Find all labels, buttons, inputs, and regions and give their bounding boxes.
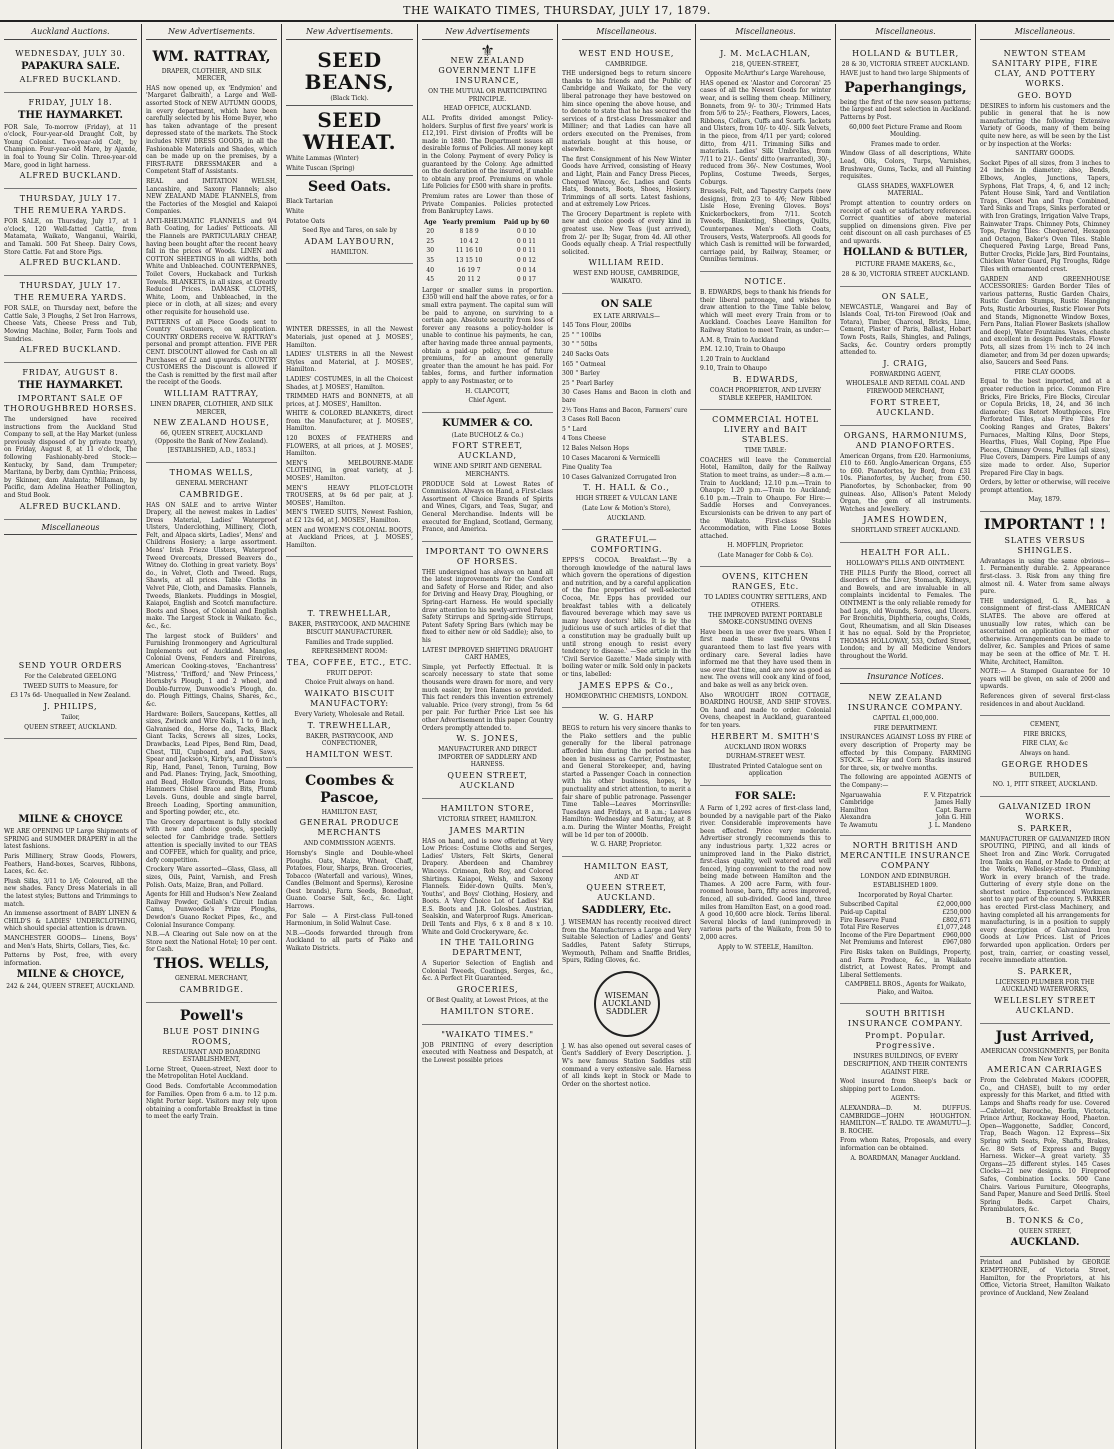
list-item: 5 " Lard: [562, 425, 587, 433]
table-row: [422, 256, 553, 266]
coombes-pascoe-ad: Coombes & Pascoe, HAMILTON EAST, GENERAL PRODUCE MERCHANTS AND COMMISSION AGENTS. Hornsby's Single and Double-wheel Ploughs. Oats, Maize, Wheat, Chaff, Potatoes, Flour, Sharps, Bran. Groceries, Tobacco (Waterfall and various), Wines, Candles (Belmont and Sperms), Kerosine (best brands), Farm Seeds, Boneduat, Guano. Coarse Salt, &c., &c. Light Harrows. For Sale — A First-class Full-toned Harmonium, in Solid Walnut Case. N.B.—Goods forwarded through from Auckland to all parts of Piako and Waikato Districts.: [286, 772, 413, 953]
table-cell: 13 15 10: [455, 257, 483, 265]
column-miscellaneous-1: [558, 24, 696, 1449]
table-cell: 35: [426, 257, 435, 265]
horses-ad: IMPORTANT TO OWNERS OF HORSES. THE undersigned has always on hand all the latest improvements for the Comfort and Safety of Horse and Rider, and also for Driving and Heavy Dray, Ploughing, or Spring-cart Harness. He would specially draw attention to his newly-arrived Patent Safety Stirrups and Spring-side Stirrups, Patent Safety Spring Bars (which may be fixed to either new or old Saddle); also, to his LATEST IMPROVED SHIFTING DRAUGHT CART HAMES, Simple, yet Perfectly Effectual. It is scarcely necessary to state that some thousands were drawn for more, and very much easier, by Iron Hames so provided. This fact renders this invention extremely valuable. Price (very strong), from 5s 6d per pair. For further Price List see his other Advertisement in this paper. Country Orders promptly attended to. W. S. JONES, MANUFACTURER AND DIRECT IMPORTER OF SADDLERY AND HARNESS. QUEEN STREET, AUCKLAND: [422, 542, 553, 799]
list-item: 12 Bales Nelson Hops: [562, 444, 629, 452]
agents-list: [840, 792, 971, 830]
list-item: 240 Sacks Oats: [562, 351, 610, 358]
table-row: [422, 275, 553, 285]
table-header-cell: Paid up by 60: [503, 218, 550, 226]
nz-insurance-ad: NEW ZEALAND INSURANCE COMPANY. CAPITAL £1,000,000. FIRE DEPARTMENT. INSURANCES AGAINST LOSS BY FIRE of every description of Property may be effected by this Company. FARMING STOCK. — Hay and Corn Stacks insured for three, six, or twelve months. The following are appointed AGENTS of the Company:— Ngaruawahia F. V. Fitzpatrick Cambridge James Hally Hamilton Capt. Barre Alexandra John G. Hill Te Awamutu J. L. Mandeno: [840, 688, 971, 835]
auction-ad: THURSDAY, JULY 17. THE REMUERA YARDS. FOR SALE, on Thursday, July 17, at 1 o'clock, 120 Well-fatted Cattle, from Matamata, Waikato, Wanganui, Wairiki, and Tamaki. 500 Fat Sheep. Dairy Cows, Store Cattle. Fat and Store Pigs. ALFRED BUCKLAND.: [4, 189, 137, 276]
list-item: Fire Reserve Fund £802,671: [840, 916, 971, 924]
list-item: Cambridge James Hally: [840, 799, 971, 807]
table-cell: 16 19 7: [457, 266, 481, 274]
tailor-ad: SEND YOUR ORDERS For the Celebrated GEELONG TWEED SUITS to Measure, for £3 17s 6d- Unequalled in New Zealand. J. PHILIPS, Tailor, QUEEN STREET, AUCKLAND.: [4, 539, 137, 739]
list-item: Income of the Fire Department £960,000: [840, 931, 971, 939]
table-header-cell: Age: [423, 218, 437, 226]
list-item: 25 " " 100lbs: [562, 331, 602, 339]
list-item: 30 Cases Hams and Bacon in cloth and bare: [562, 389, 691, 404]
table-cell: 40: [426, 266, 435, 274]
table-cell: 20 11 2: [457, 276, 481, 284]
column-miscellaneous-4: [976, 24, 1114, 1449]
government-life-ad: ⚜ NEW ZEALAND GOVERNMENT LIFE INSURANCE, ON THE MUTUAL OR PARTICIPATING PRINCIPLE. HEAD OFFICE, AUCKLAND. ALL Profits divided amongst Policy-holders. Surplus of first five years' work is £12,191. First division of Profits will be made in 1880. The Department issues all desirable forms of Policies. All money kept in the Colony. Payment of every Policy is guaranteed by the Colony. Age admitted on the declaration of the insured, if unable to obtain any proof. Premiums on whole Life Policies for £500 with share in profits. Premium rates are Lower than those of Private Companies. Policies protected from Bankruptcy Laws. Age Yearly premium Paid up by 60 20 8 18 9 0 0 10 25 10 4 2 0 0 11 30 11 16 10 0 0 11 35 13 15 10 0 0 12 40 16 19 7 0 0 14 45 20 11 2 0 0 17 Larger or smaller sums in proportion. £350 will end half the above rates, or for a small extra payment. The capital sum will be paid to anyone, on surviving to a certain age. Absolute security from loss of forever any reasons a policy-holder is unable to continue his payments, he can, after having made three annual payments, obtain a paid-up policy, free of future premiums, for an amount generally greater than the amount he has paid. For tables, forms, and further information apply to any Postmaster, or to H. CLAPCOTT, Chief Agent.: [422, 44, 553, 413]
organs-ad: ORGANS, HARMONIUMS, AND PIANOFORTES. American Organs, from £20. Harmoniums, £10 to £60. Anglo-American Organs, £55 to £60. Pianofortes, by Bord, from £31 10s. Pianofortes, by Aucher, from £50. Pianofortes, by Schonbacker, from 90 guineas. Also, Allison's Patent Melody Organ, the gem of all instruments. Watches and Jewellery. JAMES HOWDEN, SHORTLAND STREET AUCKLAND.: [840, 426, 971, 543]
table-header-cell: Yearly premium: [442, 218, 496, 226]
just-arrived-ad: Just Arrived, AMERICAN CONSIGNMENTS, per Bonita from New York AMERICAN CARRIAGES From the Celebrated Makers (COOPER, Co., and CHASE), built to my order expressly for this Market, and fitted with Lamps and Shafts ready for use. Covered—Cabriolet, Barouche, Berlin, Victoria, Prince Arthur, Rockaway Hood, Phaeton. Open—Waggonette, Saddler, Concord, Trap, Beach Wagon. 12 Express—Six Spring with Seats, Pole, Shafts, Brakes, &c. 80 Sets of Express and Buggy Harness. Wicker—A great variety. 35 Organs—25 different styles. 145 Cases Clocks—21 new designs. 10 Fireproof Safes, Combination Locks. 500 Cane Chairs. Various Furniture, Oleographs, Sand Paper, Manure and Seed Drills. Steel Spring Beds. Carpet Chairs, Perambulators, &c. B. TONKS & Co, QUEEN STREET, AUCKLAND.: [980, 1024, 1110, 1257]
north-british-ad: NORTH BRITISH AND MERCANTILE INSURANCE COMPANY LONDON AND EDINBURGH. ESTABLISHED 1809. Incorporated by Royal Charter. Subscribed Capital £2,000,000 Paid-up Capital £250,000 Fire Reserve Fund £802,671 Total Fire Reserves £1,077,248 Income of the Fire Department £960,000 Net Premiums and Interest £967,080 Fire Risks taken on Buildings, Property, and Farm Produce, &c., in Waikato district, at Lowest Rates. Prompt and Liberal Settlements. CAMPBELL BROS., Agents for Waikato, Piako, and Waitoa.: [840, 836, 971, 1005]
kummer-ad: KUMMER & CO. (Late BUCHOLZ & Co.) FORT STREET, AUCKLAND, WINE AND SPIRIT AND GENERAL MERCHANTS. PRODUCE Sold at Lowest Rates of Commission. Always on Hand, a First-class Assortment of Choice Brands of Spirits and Wines, Cigars, and Teas, Sugar, and General Merchandise. Indents will be executed for England, Scotland, Germany, France, and America.: [422, 413, 553, 542]
column-header: Miscellaneous.: [980, 24, 1110, 40]
list-item: 165 " Oatmeal: [562, 360, 606, 368]
list-item: Subscribed Capital £2,000,000: [840, 901, 971, 909]
table-cell: 8 18 9: [459, 228, 479, 236]
list-item: 2½ Tons Hams and Bacon, Farmers' cure: [562, 406, 688, 414]
section-header: Miscellaneous: [4, 520, 137, 536]
table-row: [422, 237, 553, 247]
list-item: 25 " Pearl Barley: [562, 379, 614, 387]
imprint: Printed and Published by GEORGE KEMPTHORNE, of Victoria Street, Hamilton, for the Proprietors, at his Office, Victoria Street, Hamilton Waikato province of Auckland, New Zealand: [980, 1259, 1110, 1297]
west-end-house-ad: WEST END HOUSE, CAMBRIDGE. THE undersigned begs to return sincere thanks to his friends and the Public of Cambridge and Waikato, for the very liberal patronage they have bestowed on him since opening the above house, and to denote to state that he has secured the services of a first-class Dressmaker and Milliner; and that Ladies can have all orders executed on the Premises, from materials bought at this house, or elsewhere. The first Consignment of his New Winter Goods have Arrived, consisting of Heavy and Light, Plain and Fancy Dress Pieces, Chequed Wincey, &c. Ladies and Gents Hats, Bonnets, Boots, Shoes, Hosiery. Trimmings of all sorts. Latest fashions, and at extremely Low Prices. The Grocery Department is replete with new and choice goods of every kind in greatest use. New Teas (just arrived), from 2/- per lb; Sugar, from 4d. All other Goods equally cheap. A Trial respectfully solicited. WILLIAM REID. WEST END HOUSE, CAMBRIDGE, WAIKATO.: [562, 44, 691, 294]
south-british-ad: SOUTH BRITISH INSURANCE COMPANY. Prompt. Popular. Progressive. INSURES BUILDINGS, OF EVERY DESCRIPTION, AND THEIR CONTENTS AGAINST FIRE. Wool insured from Sheep's back or shipping port to London. AGENTS: ALEXANDRA—D. M. DUFFUS. CAMBRIDGE—JOHN HOUGHTON. HAMILTON—T. RALDO. TE AWAMUTU—J. B. ROCHE. From whom Rates, Proposals, and every information can be obtained. A. BOARDMAN, Manager Auckland.: [840, 1009, 971, 1162]
auction-ad: FRIDAY, AUGUST 8. THE HAYMARKET. IMPORTANT SALE OF THOROUGHBRED HORSES. The undersigned have received instructions from the Auckland Stud Company to sell, at the Hay Market (unless previously disposed of by private treaty), on Friday, August 8, at 11 o'clock, The following Fashionably-bred Stock:— Kentucky, by Sand, dam Trumpeter; Maritana, by Derby, dam Cynthia; Princess, by Skinner, dam Atalanta; Millaman, by Pacific, dam Adelina Heather Pollington, and Stud Book. ALFRED BUCKLAND.: [4, 363, 137, 520]
column-miscellaneous-2: [696, 24, 836, 1449]
table-cell: 0 0 14: [516, 266, 536, 274]
column-miscellaneous-3: [836, 24, 976, 1449]
column-header: New Advertisements.: [286, 24, 413, 40]
seed-ad: SEED BEANS, (Black Tick). SEED WHEAT. White Lammas (Winter) White Tuscan (Spring) Seed Oats. Black Tartarian White Potatoe Oats Seed Rye and Tares, on sale by ADAM LAYBOURN, HAMILTON.: [286, 44, 413, 265]
column-new-advertisements-2: [282, 24, 418, 1449]
harp-ad: W. G. HARP BEGS to return his very sincere thanks to the Piako settlers and the public generally for the liberal patronage afforded him during the period he has been in business as Carrier, Postmaster, and General Storekeeper, and, having started a Passenger Coach in connection with his other business, hopes, by punctuality and strict attention, to merit a fair share of public patronage. Passenger Time Table—Leaves Morrinsville: Tuesdays and Fridays, at 8 a.m.; Leaves Hamilton: Wednesday and Saturday, at 8 a.m. During the Winter Months, Freight will be 1d per ton of 2000lb. W. G. HARP, Proprietor.: [562, 708, 691, 857]
list-item: 4 Tons Cheese: [562, 435, 606, 443]
auction-ad: FRIDAY, JULY 18. THE HAYMARKET. FOR Sale, To-morrow (Friday), at 11 o'clock, Four-year-old Draught Colt, by Young Colonist. Two-year-old Colt, by Champion. Four-year-old Mare, by Ajaxde, in foal to Young Sir Colin. Three-year-old Mare, good in light harness. ALFRED BUCKLAND.: [4, 93, 137, 190]
moses-ads: WINTER DRESSES, in all the Newest Materials, just opened at J. MOSES', Hamilton. LADIES' ULSTERS in all the Newest Styles and Material, at J. MOSES', Hamilton. LADIES' COSTUMES, in all the Choicest Shades, at J. MOSES', Hamilton. TRIMMED HATS and BONNETS, at all prices, at J. MOSES', Hamilton. WHITE & COLORED BLANKETS, direct from the Manufacturer, at J. MOSES', Hamilton. 120 BOXES of FEATHERS and FLOWERS, at all prices, at J. MOSES', Hamilton. MEN'S MELBOURNE-MADE CLOTHING, in great variety, at J. MOSES', Hamilton. MEN'S HEAVY PILOT-CLOTH TROUSERS, at 9s 6d per pair, at J. MOSES', Hamilton. MEN'S TWEED SUITS, Newest Fashion, at £2 12s 6d, at J. MOSES', Hamilton. MEN and WOMEN'S COLONIAL BOOTS, at Auckland Prices, at J. MOSES', Hamilton.: [286, 264, 413, 557]
table-cell: 10 4 2: [459, 237, 479, 245]
list-item: Te Awamutu J. L. Mandeno: [840, 821, 971, 829]
list-item: Fine Quality Tea: [562, 464, 612, 472]
holloway-ad: HEALTH FOR ALL. HOLLOWAY'S PILLS AND OINTMENT. THE PILLS Purify the Blood, correct all disorders of the Liver, Stomach, Kidneys, and Bowels, and are invaluable in all complaints incidental to Females. The OINTMENT is the only reliable remedy for bad Legs, old Wounds, Sores, and Ulcers. For Bronchitis, Diphtheria, coughs, Colds, Gout, Rheumatism, and all Skin Diseases it has no equal. Sold by the Proprietor, THOMAS HOLLOWAY, 533, Oxford Street, London; and by all Medicine Vendors throughout the World.: [840, 543, 971, 669]
rattray-ad: WM. RATTRAY, DRAPER, CLOTHIER, AND SILK MERCER, HAS now opened up, ex 'Endymion' and 'Margaret Galbraith', a Large and Well-assorted Stock of NEW AUTUMN GOODS, in every department, which have been carefully selected by his Home Buyer, who has taken advantage of the present depressed state of the markets. The Stock includes NEW DRESS GOODS, in all the Fashionable Materials and Shades, which can be made up on the premises, by a FIRST-RATE DRESSMAKER and a Competent Staff of Assistants. REAL and IMITATION WELSH, Lancashire, and Saxony Flannels; also NEW ZEALAND MADE FLANNELS, from the Factories of the Mosgiel and Kaiapoi Companies. ANTI-RHEUMATIC FLANNELS and 9/4 Bath Coating, for Ladies' Petticoats. All the Flannels are PARTICULARLY CHEAP, having been bought after the recent heavy fall in the prices of Woods. LINEN and COTTON SHEETINGS in all widths, both White and Unbleached. COUNTERPANES, Toilet Covers, Huckaback and Turkish Towels. BLANKETS, in all sizes, at Greatly Reduced Prices. DAMASK CLOTHS, White, Loom, and Unbleached, in the piece or in cloth, at all sizes; and every other requisite for household use. PATTERNS of all Piece Goods sent to Country Customers, on application. COUNTRY ORDERS receive W. RATTRAY's personal and prompt attention. FIVE PER CENT. DISCOUNT allowed for Cash on all Purchases of £2 and upwards. COUNTRY CUSTOMERS the Discount is allowed if the Cash is remitted by the first mail after the receipt of the Goods. WILLIAM RATTRAY, LINEN DRAPER, CLOTHIER, AND SILK MERCER, NEW ZEALAND HOUSE, 66, QUEEN STREET, AUCKLAND (Opposite the Bank of New Zealand). [ESTABLISHED, A.D., 1853.]: [146, 44, 277, 463]
rhodes-ad: CEMENT, FIRE BRICKS, FIRE CLAY, &c Always on hand. GEORGE RHODES BUILDER, NO. 1, PITT STREET, AUCKLAND.: [980, 716, 1110, 797]
holland-butler-ad: HOLLAND & BUTLER, 28 & 30, VICTORIA STREET AUCKLAND. HAVE just to hand two large Shipments of Paperhangings, being the first of the new season patterns; the largest and best selection in Auckland. Patterns by Post. 60,000 feet Picture Frame and Room Moulding. Frames made to order. Window Glass of all descriptions, White Lead, Oils, Colors, Turps, Varnishes, Brushware, Gums, Tacks, and all Painting requisites. GLASS SHADES, WAXFLOWER MATERIAL. Prompt attention to country orders on receipt of cash or satisfactory references. Correct quantities of above material supplied on dimensions given. Five per cent discount on all cash purchases of £5 and upwards. HOLLAND & BUTLER, PICTURE FRAME MAKERS, &c., 28 & 30, VICTORIA STREET AUCKLAND.: [840, 44, 971, 287]
table-cell: 25: [426, 237, 435, 245]
table-cell: 0 0 17: [516, 276, 536, 284]
column-header: Miscellaneous.: [840, 24, 971, 40]
column-header: Miscellaneous.: [700, 24, 831, 40]
table-cell: 0 0 10: [516, 228, 536, 236]
slates-ad: IMPORTANT ! ! SLATES VERSUS SHINGLES. Advantages in using the same obvious— 1. Permanently durable. 2. Appearance first-class. 3. Risk from any thing fire almost nil. 4. Water from same always pure. THE undersigned, G. R., has a consignment of first-class AMERICAN SLATES. The above are offered at unusually low rates, which can be ascertained on application to either or otherwise. Arrangements can be made to deliver, &c. Samples and Prices of same may be seen at the office of Mr. T. H. White, Architect, Hamilton. NOTE:— A Stamped Guarantee for 10 years will be given, on sale of 2000 and upwards. References given of several first-class residences in and about Auckland.: [980, 512, 1110, 716]
wiseman-seal-icon: WISEMAN AUCKLAND SADDLER: [594, 971, 660, 1037]
list-item: 300 " Barley: [562, 370, 600, 378]
newton-pottery-ad: NEWTON STEAM SANITARY PIPE, FIRE CLAY, AND POTTERY WORKS. GEO. BOYD DESIRES to inform his customers and the public in general that he is now manufacturing the following Extensive Variety of Goods, many of them being quite new here, as will be seen by the List or by inspection at the Works: SANITARY GOODS. Socket Pipes of all sizes, from 3 inches to 24 inches in diameter; also, Bends, Elbows, Angles, Junctions, Tapers, Syphons, Flat Traps, 4, 6, and 12 inch; Patent House Sink, Yard and Ventilation Traps, Closet Pan and Trap Combined, Yard Sinks and Traps, Sinks perforated or with Iron Gratings, Irrigation Valve Traps, Rainwater Traps. Chimney Pots, Chimney Tops, Paving Tiles: Chequered, Hexagon and Octagon, Baker's Oven Tiles. Stable Chequered Paving Large, Bread Pans, Butter Crocks, Pickle Jars, Bird Fountains, Chicken Water Guard, Pig Troughs, Ridge Tiles with ornamented crest. GARDEN AND GREENHOUSE ACCESSORIES: Garden Border Tiles of various patterns, Rustic Garden Chairs, Rustic Garden Stumps, Rustic Hanging Pots, Rustic Arbouries, Rustic Flower Pots and Stands, Mignonette Window Boxes, Fern Pans, Italian Flower Baskets (shallow and deep), Water Fountains. Vases, chaste and excellent in design Pedestals. Flower Pots, all sizes from 1½ inch to 24 inch diameter, and from 3d per dozen upwards; also, Saucers and Seed Pans. FIRE CLAY GOODS. Equal to the best imported, and at a greater reduction in price. Common Fire Bricks, Fire Bricks, Fire Blocks, Circular or Copula Bricks, 18, 24, and 36 inch diameter; Gas Retort Mouthpieces, Fire Perforated Tiles, also Fire Tiles for Cooking Ranges and Grates, Bakers' Furnaces, Malting Kilns, Door Steps, Hearths, Flues, Wall Coping, Pipe Flue Pieces, Chimney Ovens, Pullies (all sizes), Flue Covers, Dampers. Fire Lumps of any size made to order. Also, Superior Prepared Fire Clay in bags. Orders, by letter or otherwise, will receive prompt attention. May, 1879.: [980, 44, 1110, 512]
section-header: Insurance Notices.: [840, 669, 971, 685]
table-row: [422, 266, 553, 276]
list-item: Total Fire Reserves £1,077,248: [840, 924, 971, 932]
table-cell: 0 0 11: [516, 237, 536, 245]
column-new-advertisements-3: [418, 24, 558, 1449]
mclachlan-ad: J. M. McLACHLAN, 218, QUEEN-STREET, Opposite McArthur's Large Warehouse, HAS opened ex 'Alastor and Corcoran' 25 cases of all the Newest Goods for winter wear, and is selling them cheap. Millinery, Bonnets, from 9/- to 30/-; Trimmed Hats from 5/6 to 25/-; Feathers, Flowers, Laces, Ribbons, Collars, Cuffs and Scarfs. Jackets and Ulsters, from 10/- to 40/-. Silk Velvets, in the piece, from 4/11 per yard; colored ditto, from 4/11. Trimming Silks and materials. Ladies' Silk Umbrellas, from 7/11 to 21/-. Gents' ditto (warranted), 30/-, reduced from 36/-. New Costumes, Wool Poplins, Costume Tweeds, Serges, Coburgs. Brussels, Felt, and Tapestry Carpets (new designs), from 2/3 to 4/6; New Ribbed Lisle Hose, Evening Gloves. Boys' Knickerbockers, from 7/11. Scotch Tweeds, Blanketing, Sheetings, Quilts, Counterpanes. Men's Cloth Coats, Trousers, Vests, Waterproofs. All goods for which Cash is remitted will be forwarded, carriage paid, by Railway, Steamer, or Omnibus terminus.: [700, 44, 831, 272]
auction-ad: WEDNESDAY, JULY 30. PAPAKURA SALE. ALFRED BUCKLAND.: [4, 44, 137, 93]
trewhellar-ad: T. TREWHELLAR, BAKER, PASTRYCOOK, AND MACHINE BISCUIT MANUFACTURER. Families and Trade supplied. REFRESHMENT ROOM: TEA, COFFEE, ETC., ETC. FRUIT DEPOT: Choice Fruit always on hand. WAIKATO BISCUIT MANUFACTORY: Every Variety, Wholesale and Retail. T. TREWHELLAR, BAKER, PASTRYCOOK, AND CONFECTIONER, HAMILTON WEST.: [286, 557, 413, 767]
table-cell: 45: [426, 276, 435, 284]
list-item: Hamilton Capt. Barre: [840, 806, 971, 814]
table-cell: 0 0 12: [516, 257, 536, 265]
table-row: [422, 227, 553, 237]
galvanized-iron-ad: GALVANIZED IRON WORKS. S. PARKER, MANUFACTURER OF GALVANIZED IRON SPOUTING, PIPING, and all kinds of Sheet Iron and Zinc Work. Corrugated Iron Tanks on Hand, or Made to Order, at the Works, Wellesley-street. Plumbing Work in every branch of the trade. Guttering of every style done on the shortest notice. Experienced Workmen sent to any part of the country. S. PARKER has erected First-class Machinery, and having completed all his arrangements for manufacturing, is in a position to supply every description of Galvanized Iron Goods at Low Prices. List of Prices forwarded upon application. Orders per post, train, carrier, or coasting vessel, receive immediate attention. S. PARKER, LICENSED PLUMBER FOR THE AUCKLAND WATERWORKS, WELLESLEY STREET AUCKLAND.: [980, 797, 1110, 1024]
capital-list: [840, 901, 971, 947]
wiseman-saddlery-ad: HAMILTON EAST, AND AT QUEEN STREET, AUCKLAND. SADDLERY, Etc. J. WISEMAN has recently received direct from the Manufacturers a Large and Very Suitable Selection of Ladies' and Gents' Saddles, Patent Safety Stirrups, Weymouth, Pelham and Snaffle Bridles, Spurs, Riding Gloves, &c. WISEMAN AUCKLAND SADDLER J. W. has also opened out several cases of Gent's Saddlery of Every Description. J. W's new famous Station Saddles still command a very extensive sale. Harness of all kinds kept in Stock or Made to Order on the shortest notice.: [562, 861, 691, 1088]
coat-of-arms-icon: ⚜: [480, 40, 495, 60]
column-auckland-auctions: [0, 24, 142, 1449]
table-cell: 30: [426, 247, 435, 255]
column-header: Miscellaneous.: [562, 24, 691, 40]
table-row: [422, 246, 553, 256]
epps-cocoa-ad: GRATEFUL—COMFORTING. EPPS'S COCOA. Breakfast.—'By a thorough knowledge of the natural laws which govern the operations of digestion and nutrition, and by a careful application of the fine properties of well-selected Cocoa, Mr. Epps has provided our breakfast tables with a delicately flavoured beverage which may save us many heavy doctors' bills. It is by the judicious use of such articles of diet that a constitution may be gradually built up until strong enough to resist every tendency to disease.' —See article in the 'Civil Service Gazette.' Made simply with boiling water or milk. Sold only in packets or tins, labelled: JAMES EPPS & Co., HOMŒOPATHIC CHEMISTS, LONDON.: [562, 530, 691, 708]
farm-for-sale-ad: FOR SALE: A Farm of 1,292 acres of first-class land, bounded by a navigable part of the Piako river. Considerable improvements have been effected. Price very moderate. Advertiser strongly recommends this to any industrious party. 1,322 acres or unimproved land in the Piako district, first-class quality, well watered and well fenced, lying convenient to the road now being made between Hamilton and the Thames. A 200 acre Farm, with four-roomed house, barn, fifty acres improved, fenced, all sub-divided. Good land, three miles from Hamilton East, on a good road. A good 10,600 acre block. Terms liberal. Several blocks of land (unimproved) in various parts of the Waikato, from 50 to 2,000 acres. Apply to W. STEELE, Hamilton.: [700, 790, 831, 951]
table-cell: 20: [426, 228, 435, 236]
list-item: Paid-up Capital £250,000: [840, 908, 971, 916]
list-item: 30 " " 50lbs: [562, 341, 598, 349]
column-header: New Advertisements: [422, 24, 553, 40]
masthead: THE WAIKATO TIMES, THURSDAY, JULY 17, 1879.: [0, 0, 1114, 22]
column-new-advertisements-1: [142, 24, 282, 1449]
ovens-ad: OVENS, KITCHEN RANGES, Etc. TO LADIES COUNTRY SETTLERS, AND OTHERS. THE IMPROVED PATENT PORTABLE SMOKE-CONSUMING OVENS Have been in use over five years. When I first made these useful Ovens I guaranteed them to last five years with ordinary care. Several ladies have informed me that they have used them in use over that time, and are now as good as new. The ovens will cook any kind of food, and bake as well as any brick oven. Also WROUGHT IRON COTTAGE, BOARDING HOUSE, AND SHIP STOVES. On hand and made to order. Colonial Ovens, cheapest in Auckland, guaranteed for ten years. HERBERT M. SMITH'S AUCKLAND IRON WORKS DURHAM-STREET WEST. Illustrated Printed Catalogue sent on application: [700, 567, 831, 785]
on-sale-list: [562, 322, 691, 481]
premium-table: [422, 218, 553, 285]
table-cell: 11 16 10: [455, 247, 483, 255]
list-item: Ngaruawahia F. V. Fitzpatrick: [840, 791, 971, 799]
list-item: 10 Cases Galvanized Corrugated Iron: [562, 473, 677, 481]
column-header: Auckland Auctions.: [4, 24, 137, 40]
column-header: New Advertisements.: [146, 24, 277, 40]
list-item: Alexandra John G. Hill: [840, 814, 971, 822]
commercial-hotel-ad: COMMERCIAL HOTEL LIVERY and BAIT STABLES. TIME TABLE: COACHES will leave the Commercial Hotel, Hamilton, daily for the Railway Station to meet trains, as under:—8 a.m.—Train to Auckland; 12.10 p.m.—Train to Ohaupo; 1.20 p.m.—Train to Auckland; 6.10 p.m.—Train to Ohaupo. For Hire:—Saddle Horses and Conveyances. Excursionists can be driven to any part of the Waikato. First-class Stable Accommodation, with Fine Loose Boxes attached. H. MOFFLIN, Proprietor. (Late Manager for Cobb & Co).: [700, 410, 831, 567]
list-item: 3 Cases Roll Bacon: [562, 416, 621, 424]
thomas-wells-ad: THOMAS WELLS, GENERAL MERCHANT CAMBRIDGE. HAS ON SALE and to arrive Winter Drapery, all the newest makes in Ladies' Dress Material, Ladies' Waterproof Ulsters, Underclothing, Millinery, Cloth, Felt, and Alpaca skirts, Ladies', Mens' and Childrens Hosiery; a large assortment. Mens' Irish Frieze Ulsters, Waterproof Tweed Overcoats, Dressed Beavers do., Witney do. Clothing in great variety. Boys' do., in Velvet, Cloth and Tweed. Rugs, Shawls, at all prices. Table Cloths in Velvet Pile, Cloth, and Damasks. Flannels, Tweeds, Blankets. Pluddings in Mosgiel, Kaiapoi, English and Scotch manufacture. Boots and Shoes, of Colonial and English make. The Largest Stock in Waikato. &c., &c., &c. The largest stock of Builders' and Furnishing Ironmongery and Agricultural Implements out of Auckland. Mangles, Colonial Ovens, Fenders and Fireirons, American Cooking-stoves, 'Enchantress' 'Mistress,' 'Trifford,' and 'New Princess,' Hornsby's Plough, 1 and 2 wheel, and Double-furrow, Dunwoodie's Plough, do. do. Plough Fittings, Chains, Shares, &c., &c. Hardware: Boilers, Saucepans, Kettles, all sizes, Zwinck and Wire Nails, 1 to 6 inch, Galvanised do., Horse do., Tacks, Black Giant Tacks, Screws all sizes, Locks, Drawbacks, Lead Pipes, Bend Rim, Dead, Chest, Till, Cupboard, and Pad, Saws, Spear and Jackson's, Kirby's, and Disston's Rip, Hand, Panel, Tenon, Turning, Bow and Pad. Planes: Trying, Jack, Smoothing, and Bead, Hollow Grounds, Plane Irons, Hammers Chisel Brace and Bits, Plumb Levels. Guns, double and single barrel, Breech Loading, Sporting ammunition, and Sporting powder, etc., etc. The Grocery department is fully stocked with new and choice goods, specially selected for Cambridge trade. Settlers attention is specially invited to our TEAS and COFFEE, which for quality, and price, defy competition. Crockery Ware assorted—Glass, Glass, all sizes, Oils, Paint, Varnish, and Fresh Polish. Oats, Maize, Bran, and Pollard. Agents for Hill and Hudson's New Zealand Railway Powder, Gollah's Circuit Indian Cams, Dunwoodie's Prize Ploughs, Dewdon's Guano Rocket Pipes, &c., and Colonial Insurance Company. N.B.—A Clearing out Sale now on at the Store next the National Hotel; 10 per cent. for Cash. THOS. WELLS, GENERAL MERCHANT, CAMBRIDGE.: [146, 463, 277, 1003]
milne-choyce-ad: MILNE & CHOYCE WE ARE OPENING UP Large Shipments of SPRING and SUMMER DRAPERY in all the latest fashions. Paris Millinery, Straw Goods, Flowers, Feathers, Hand-boxes, Scarves, Ribbons, Laces, &c. &c. Plush Silks, 3/11 to 1/6; Coloured, all the new shades. Fancy Dress Materials in all the latest styles; Buttons and Trimmings to match. An immense assortment of BABY LINEN & CHILD'S & LADIES' UNDERCLOTHING, which should special attention is drawn. MANCHESTER GOODS— Linens, Boys' and Men's Hats, Shirts, Collars, Ties, &c. Patterns by Post, free, with every information. MILNE & CHOYCE, 242 & 244, QUEEN STREET, AUCKLAND.: [4, 814, 137, 991]
edwards-notice-ad: NOTICE. B. EDWARDS, begs to thank his friends for their liberal patronage, and wishes to draw attention to the Time Table below, which will meet every Train from or to Auckland. Coaches Leave Hamilton for Railway Station to meet Train, as under:— A.M. 8, Train to Auckland P.M. 12.10, Train to Ohaupo 1.20 Train to Auckland 9.10, Train to Ohaupo B. EDWARDS, COACH PROPRIETOR, AND LIVERY STABLE KEEPER, HAMILTON.: [700, 272, 831, 410]
craig-coal-ad: ON SALE, NEWCASTLE, Wangarei and Bay of Islands Coal, Tri-ton Firewood (Oak and Totara), Timber, Charcoal, Bricks, Lime, Cement, Plaster of Paris, Ballast, Hobart Town Posts, Rails, Shingles, and Palings, Sacks, &c. Country orders promptly attended to. J. CRAIG, FORWARDING AGENT, WHOLESALE AND RETAIL COAL AND FIREWOOD MERCHANT, FORT STREET, AUCKLAND.: [840, 287, 971, 426]
auction-ad: THURSDAY, JULY 17. THE REMUERA YARDS. FOR SALE, on Thursday next, before the Cattle Sale, 3 Ploughs, 2 Set Iron Harrows, Cheese Vats, Cheese Press and Tub, Mowing Machine, Boiler, Farm Tools and Sundries. ALFRED BUCKLAND.: [4, 276, 137, 363]
waikato-times-ad: "WAIKATO TIMES." JOB PRINTING of every description executed with Neatness and Despatch, at the Lowest possible prices: [422, 1029, 553, 1064]
on-sale-ad: ON SALE EX LATE ARRIVALS— 145 Tons Flour, 200lbs 25 " " 100lbs 30 " " 50lbs 240 Sacks Oats 165 " Oatmeal 300 " Barley 25 " Pearl Barley 30 Cases Hams and Bacon in cloth and bare 2½ Tons Hams and Bacon, Farmers' cure 3 Cases Roll Bacon 5 " Lard 4 Tons Cheese 12 Bales Nelson Hops 10 Cases Macaroni & Vermicelli Fine Quality Tea 10 Cases Galvanized Corrugated Iron T. H. HALL & Co., HIGH STREET & VULCAN LANE (Late Low & Motion's Store), AUCKLAND.: [562, 294, 691, 530]
list-item: 10 Cases Macaroni & Vermicelli: [562, 454, 660, 462]
list-item: 145 Tons Flour, 200lbs: [562, 322, 632, 330]
hamilton-store-ad: HAMILTON STORE, VICTORIA STREET, HAMILTON. JAMES MARTIN HAS on hand, and is now offering at Very Low Prices: Costume Cloths and Serges, Ladies' Ulsters, Felt Skirts, General Drapery. Aberdeen and Chambrey Winceys. Crimean, Rob Roy, and Colored Shirtings. Kaiapoi, Welsh, and Saxony Flannels. Eider-down Quilts. Men's, Youths', and Boys' Clothing, Hosiery, and Boots. A Very Choice Lot of Ladies' Kid E.S. Boots and J.R. Golosbes. Austrian, Sealskin, and Waterproof Rugs. American-Drill Tents and Flys, 6 x 8 and 8 x 10. White and Gold Crockeryware, &c. IN THE TAILORING DEPARTMENT, A Superior Selection of English and Colonial Tweeds, Coatings, Serges, &c., &c. A Perfect Fit Guaranteed. GROCERIES, Of Best Quality, at Lowest Prices, at the HAMILTON STORE.: [422, 799, 553, 1025]
table-cell: 0 0 11: [516, 247, 536, 255]
list-item: Net Premiums and Interest £967,080: [840, 939, 971, 947]
powells-ad: Powell's BLUE POST DINING ROOMS, RESTAURANT AND BOARDING ESTABLISHMENT, Lorne Street, Queen-street, Next door to the Metropolitan Hotel Auckland. Good Beds. Comfortable Accommodation for Families. Open from 6 a.m. to 12 p.m. Night Porter kept. Visitors may rely upon obtaining a comfortable Breakfast in time to meet the early Train.: [146, 1007, 277, 1121]
